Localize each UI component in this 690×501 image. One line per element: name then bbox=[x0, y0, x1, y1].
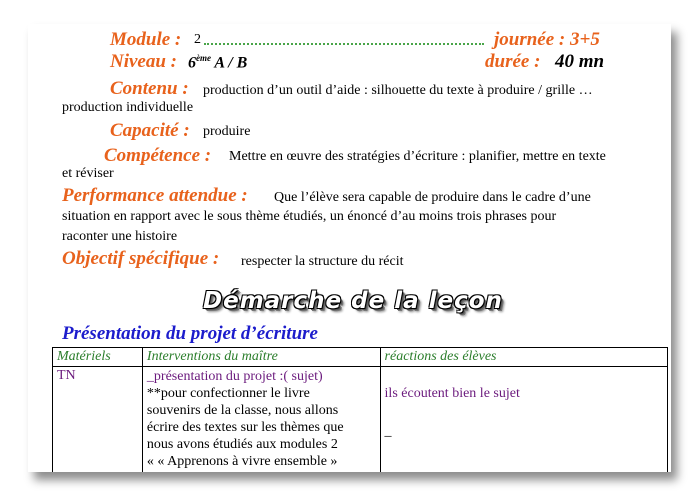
intervention-line: souvenirs de la classe, nous allons bbox=[146, 403, 339, 418]
contenu-label: Contenu : bbox=[110, 78, 189, 99]
cell-materiels bbox=[53, 367, 143, 473]
competence-text-cont: et réviser bbox=[62, 166, 114, 181]
objectif-label: Objectif spécifique : bbox=[62, 248, 220, 269]
duree-value: 40 mn bbox=[555, 51, 605, 72]
document-page bbox=[28, 24, 671, 472]
intervention-line: « « Apprenons à vivre ensemble » bbox=[146, 454, 338, 469]
header-materiels: Matériels bbox=[53, 348, 143, 367]
competence-label: Compétence : bbox=[104, 145, 212, 166]
subsection-title: Présentation du projet d’écriture bbox=[62, 323, 318, 344]
intervention-line: nous avons étudiés aux modules 2 bbox=[146, 437, 338, 452]
header-reactions: réactions des élèves bbox=[380, 348, 667, 367]
intervention-line: **pour confectionner le livre bbox=[146, 386, 310, 401]
competence-text: Mettre en œuvre des stratégies d’écriture : planifier, mettre en texte bbox=[229, 149, 606, 164]
cell-interventions bbox=[142, 367, 380, 473]
reactions-dash: _ bbox=[384, 424, 392, 439]
niveau-label: Niveau : bbox=[110, 51, 178, 72]
duree-label: durée : bbox=[485, 51, 541, 72]
module-value: 2 bbox=[194, 32, 201, 47]
niveau-value: 6ème A / B bbox=[188, 53, 248, 72]
module-label: Module : bbox=[110, 29, 182, 50]
performance-text-3: raconter une histoire bbox=[62, 229, 178, 244]
performance-text: Que l’élève sera capable de produire dans le cadre d’une bbox=[274, 190, 591, 205]
contenu-text-cont: production individuelle bbox=[62, 100, 194, 115]
capacite-text: produire bbox=[203, 124, 251, 139]
cell-reactions bbox=[380, 367, 667, 473]
intervention-line: _présentation du projet :( sujet) bbox=[146, 369, 323, 384]
lesson-table bbox=[52, 347, 668, 472]
table-row bbox=[53, 367, 668, 473]
contenu-text: production d’un outil d’aide : silhouette du texte à produire / grille … bbox=[203, 83, 593, 98]
objectif-text: respecter la structure du récit bbox=[241, 254, 404, 269]
table-header-row bbox=[53, 348, 668, 367]
materiels-text: TN bbox=[57, 368, 76, 383]
performance-label: Performance attendue : bbox=[62, 185, 248, 206]
journee-label: journée : 3+5 bbox=[494, 29, 600, 50]
header-interventions: Interventions du maître bbox=[142, 348, 380, 367]
reactions-text: ils écoutent bien le sujet bbox=[384, 386, 520, 401]
capacite-label: Capacité : bbox=[110, 120, 190, 141]
intervention-line: écrire des textes sur les thèmes que bbox=[146, 420, 344, 435]
section-title: Démarche de la leçon bbox=[203, 288, 503, 314]
spellcheck-underline bbox=[204, 32, 484, 50]
performance-text-2: situation en rapport avec le sous thème étudiés, un énoncé d’au moins trois phrases pour bbox=[62, 209, 557, 224]
